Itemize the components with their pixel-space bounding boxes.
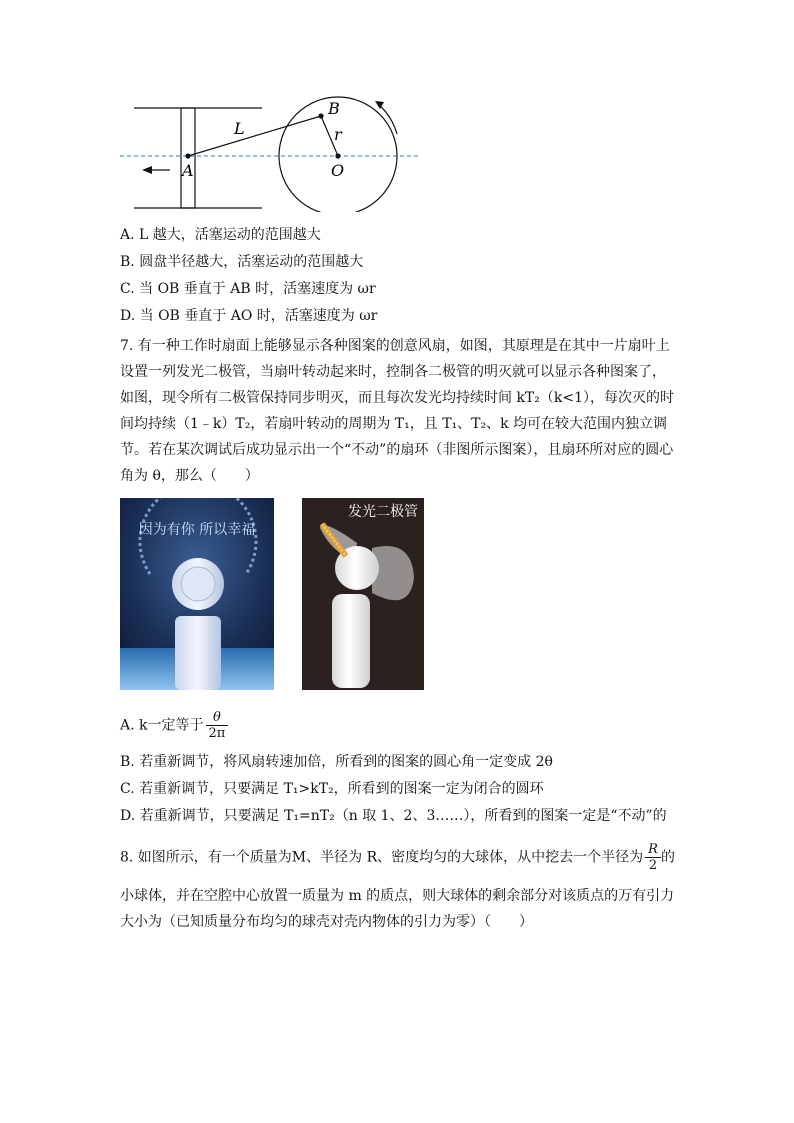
fraction-numerator: R xyxy=(645,842,661,858)
q8-stem-line-1 xyxy=(120,842,675,873)
q7-option-a-prefix: A. k一定等于 xyxy=(120,717,204,734)
theta-over-2pi-fraction xyxy=(206,710,229,741)
label-L: L xyxy=(234,119,245,138)
q7-stem-line-4: 间均持续（1﹣k）T₂，若扇叶转动的周期为 T₁，且 T₁、T₂、k 均可在较大范围内独立调 xyxy=(120,416,668,432)
q7-option-d: D. 若重新调节，只要满足 T₁=nT₂（n 取 1、2、3……），所看到的图案一定是“不动”的 xyxy=(120,808,667,824)
label-r: r xyxy=(334,125,342,144)
q8-line1-suffix: 的 xyxy=(660,849,675,866)
q6-option-d: D. 当 OB 垂直于 AO 时，活塞速度为 ωr xyxy=(120,308,378,324)
label-A: A xyxy=(182,161,194,180)
q8-line1-prefix: 8. 如图所示，有一个质量为M、半径为 R、密度均匀的大球体，从中挖去一个半径为 xyxy=(120,849,644,866)
q8-stem-line-3: 大小为（已知质量分布均匀的球壳对壳内物体的引力为零）（ ） xyxy=(120,914,533,930)
q7-stem-line-2: 设置一列发光二极管，当扇叶转动起来时，控制各二极管的明灭就可以显示各种图案了， xyxy=(120,364,666,380)
q6-option-b: B. 圆盘半径越大，活塞运动的范围越大 xyxy=(120,254,364,270)
led-pattern-text: 因为有你 所以幸福 xyxy=(138,522,256,538)
q6-option-c: C. 当 OB 垂直于 AB 时，活塞速度为 ωr xyxy=(120,281,376,297)
q7-stem-line-3: 如图，现令所有二极管保持同步明灭，而且每次发光均持续时间 kT₂（k<1），每次灭的时 xyxy=(120,390,675,406)
q8-stem-line-2: 小球体，并在空腔中心放置一质量为 m 的质点，则大球体的剩余部分对该质点的万有引力 xyxy=(120,888,675,904)
fan-led-photo xyxy=(302,498,424,690)
q7-stem-line-6: 角为 θ，那么（ ） xyxy=(120,468,259,484)
fraction-numerator: θ xyxy=(206,710,229,726)
q7-option-c: C. 若重新调节，只要满足 T₁>kT₂，所看到的图案一定为闭合的圆环 xyxy=(120,781,544,797)
q7-option-a xyxy=(120,710,228,741)
q7-option-b: B. 若重新调节，将风扇转速加倍，所看到的图案的圆心角一定变成 2θ xyxy=(120,754,553,770)
r-over-2-fraction xyxy=(645,842,661,873)
fan-display-photo xyxy=(120,498,274,690)
q7-stem-line-1: 7. 有一种工作时扇面上能够显示各种图案的创意风扇，如图，其原理是在其中一片扇叶上 xyxy=(120,338,670,354)
fraction-denominator: 2π xyxy=(208,726,226,741)
q7-stem-line-5: 节。若在某次调试后成功显示出一个“不动”的扇环（非图所示图案），且扇环所对应的圆心 xyxy=(120,442,674,458)
label-B: B xyxy=(328,99,340,118)
label-O: O xyxy=(331,161,345,180)
piston-disk-figure xyxy=(120,92,420,212)
fraction-denominator: 2 xyxy=(648,858,658,873)
led-strip-label: 发光二极管 xyxy=(348,504,418,520)
q6-option-a: A. L 越大，活塞运动的范围越大 xyxy=(120,227,321,243)
